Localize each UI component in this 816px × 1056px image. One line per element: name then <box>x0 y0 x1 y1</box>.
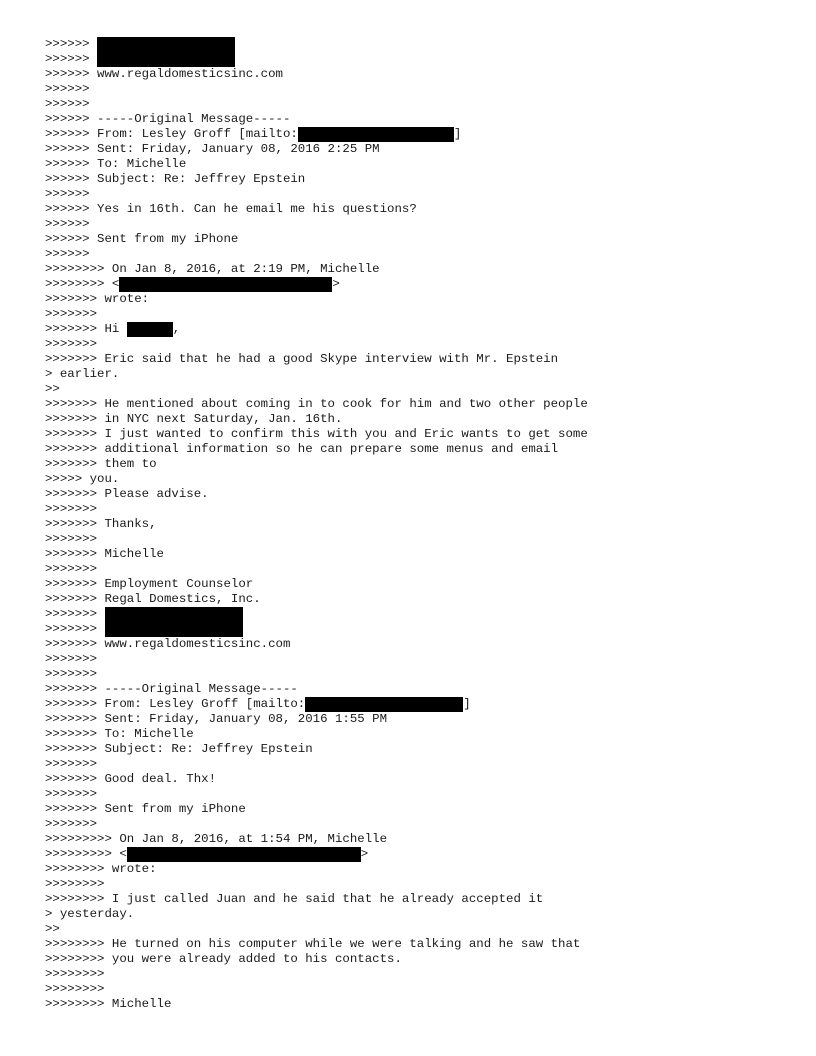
line-text: >>>>>>>> you were already added to his contacts. <box>45 952 402 966</box>
line-text: >>>>>> From: Lesley Groff [mailto: <box>45 127 298 141</box>
line-text: >>>>>> <box>45 37 98 51</box>
text-line <box>45 712 588 727</box>
text-line <box>45 817 588 832</box>
line-text: >>>>>>>> < <box>45 277 120 291</box>
line-text: >>>>>> Subject: Re: Jeffrey Epstein <box>45 172 306 186</box>
text-line <box>45 517 588 532</box>
line-text: >>>>>> Sent from my iPhone <box>45 232 239 246</box>
text-line <box>45 337 588 352</box>
line-text: >>>>>>>> <box>45 982 105 996</box>
redaction-block <box>127 847 361 862</box>
line-text: >>>>>>> additional information so he can prepare some menus and email <box>45 442 559 456</box>
text-line <box>45 82 588 97</box>
text-line <box>45 487 588 502</box>
line-text: >>>>>>> He mentioned about coming in to cook for him and two other people <box>45 397 588 411</box>
line-text: >>>>>> To: Michelle <box>45 157 187 171</box>
line-text: >>>>>>> Hi <box>45 322 127 336</box>
line-text: >>>>>>>> Michelle <box>45 997 172 1011</box>
line-text-suffix: ] <box>463 697 471 711</box>
text-line <box>45 562 588 577</box>
text-line <box>45 652 588 667</box>
line-text: > earlier. <box>45 367 120 381</box>
line-text: >>>>>>> them to <box>45 457 157 471</box>
text-line <box>45 202 588 217</box>
text-line <box>45 877 588 892</box>
redaction-block <box>105 607 243 637</box>
text-line <box>45 307 588 322</box>
redaction-block <box>119 277 332 292</box>
line-text-suffix: ] <box>453 127 462 141</box>
text-line <box>45 37 588 52</box>
line-text: >>>>>>> <box>45 787 98 801</box>
line-text: >>>>>>> <box>45 532 98 546</box>
text-line <box>45 997 588 1012</box>
text-line <box>45 697 588 712</box>
text-line <box>45 262 588 277</box>
text-line <box>45 67 588 82</box>
line-text: >>>>>>> Eric said that he had a good Skype interview with Mr. Epstein <box>45 352 559 366</box>
line-text: >>>>>>> Regal Domestics, Inc. <box>45 592 261 606</box>
text-line <box>45 937 588 952</box>
text-line <box>45 292 588 307</box>
line-text: >>>>>>>> wrote: <box>45 862 157 876</box>
line-text: >>>>>>>>> < <box>45 847 127 861</box>
text-line <box>45 502 588 517</box>
text-line <box>45 172 588 187</box>
text-line <box>45 322 588 337</box>
text-line <box>45 952 588 967</box>
text-line <box>45 142 588 157</box>
text-line <box>45 637 588 652</box>
redaction-block <box>127 322 173 337</box>
line-text: >>>>>>> in NYC next Saturday, Jan. 16th. <box>45 412 343 426</box>
text-line <box>45 592 588 607</box>
line-text: >>>>>>> <box>45 337 98 351</box>
text-line <box>45 727 588 742</box>
line-text-suffix: > <box>332 277 340 291</box>
line-text: >>>>>>>> I just called Juan and he said that he already accepted it <box>45 892 544 906</box>
line-text: >>>>>>> www.regaldomesticsinc.com <box>45 637 291 651</box>
line-text: >>>>>>>> He turned on his computer while we were talking and he saw that <box>45 937 581 951</box>
line-text: >>>>>>>> <box>45 967 105 981</box>
line-text: >>>>>>> To: Michelle <box>45 727 194 741</box>
line-text: >>>>> you. <box>45 472 120 486</box>
text-line <box>45 472 588 487</box>
line-text: >>>>>>> wrote: <box>45 292 150 306</box>
line-text: >>>>>>> Sent: Friday, January 08, 2016 1:55 PM <box>45 712 388 726</box>
line-text: >>>>>> <box>45 97 90 111</box>
text-line <box>45 232 588 247</box>
text-line <box>45 682 588 697</box>
line-text: >>>>>>>> On Jan 8, 2016, at 2:19 PM, Michelle <box>45 262 380 276</box>
text-line <box>45 907 588 922</box>
line-text: >>>>>>> -----Original Message----- <box>45 682 298 696</box>
line-text: >>>>>>> <box>45 667 98 681</box>
text-line <box>45 862 588 877</box>
line-text: >>>>>> <box>45 247 90 261</box>
line-text: >>>>>> -----Original Message----- <box>45 112 291 126</box>
line-text: >>>>>>> <box>45 607 105 621</box>
line-text: >>>>>> www.regaldomesticsinc.com <box>45 67 283 81</box>
line-text: >>>>>>>> <box>45 877 105 891</box>
line-text: >>>>>> <box>45 52 90 66</box>
text-line <box>45 187 588 202</box>
line-text: >>>>>>> <box>45 757 98 771</box>
text-line <box>45 607 588 622</box>
text-line <box>45 982 588 997</box>
line-text: >> <box>45 382 60 396</box>
line-text: >>>>>>> Employment Counselor <box>45 577 254 591</box>
line-text: > yesterday. <box>45 907 135 921</box>
text-line <box>45 97 588 112</box>
line-text: >> <box>45 922 60 936</box>
line-text: >>>>>>> <box>45 652 98 666</box>
line-text: >>>>>>>>> On Jan 8, 2016, at 1:54 PM, Michelle <box>45 832 388 846</box>
line-text: >>>>>>> Please advise. <box>45 487 209 501</box>
text-line <box>45 547 588 562</box>
line-text: >>>>>> <box>45 82 90 96</box>
text-line <box>45 157 588 172</box>
text-line <box>45 757 588 772</box>
line-text-suffix: > <box>360 847 369 861</box>
text-line <box>45 532 588 547</box>
line-text: >>>>>> <box>45 217 90 231</box>
line-text: >>>>>>> <box>45 307 98 321</box>
line-text: >>>>>>> Sent from my iPhone <box>45 802 246 816</box>
line-text: >>>>>>> From: Lesley Groff [mailto: <box>45 697 306 711</box>
line-text: >>>>>>> <box>45 502 98 516</box>
line-text: >>>>>>> <box>45 622 98 636</box>
text-line <box>45 352 588 367</box>
text-line <box>45 397 588 412</box>
text-line <box>45 457 588 472</box>
text-line <box>45 847 588 862</box>
line-text: >>>>>>> <box>45 562 98 576</box>
text-line <box>45 277 588 292</box>
line-text: >>>>>> Sent: Friday, January 08, 2016 2:25 PM <box>45 142 380 156</box>
line-text: >>>>>>> Michelle <box>45 547 164 561</box>
line-text: >>>>>> Yes in 16th. Can he email me his questions? <box>45 202 417 216</box>
redaction-block <box>305 697 463 712</box>
text-line <box>45 112 588 127</box>
text-line <box>45 442 588 457</box>
text-line <box>45 922 588 937</box>
text-line <box>45 742 588 757</box>
text-line <box>45 832 588 847</box>
text-line <box>45 802 588 817</box>
text-line <box>45 127 588 142</box>
line-text: >>>>>>> Thanks, <box>45 517 157 531</box>
text-line <box>45 787 588 802</box>
line-text: >>>>>> <box>45 187 90 201</box>
redaction-block <box>298 127 454 142</box>
text-line <box>45 247 588 262</box>
redaction-block <box>97 37 235 67</box>
text-line <box>45 367 588 382</box>
line-text-suffix: , <box>172 322 181 336</box>
text-line <box>45 772 588 787</box>
text-line <box>45 382 588 397</box>
text-line <box>45 892 588 907</box>
text-line <box>45 412 588 427</box>
email-thread-body <box>45 37 588 1012</box>
text-line <box>45 967 588 982</box>
text-line <box>45 427 588 442</box>
line-text: >>>>>>> <box>45 817 98 831</box>
text-line <box>45 667 588 682</box>
text-line <box>45 217 588 232</box>
line-text: >>>>>>> Good deal. Thx! <box>45 772 217 786</box>
line-text: >>>>>>> Subject: Re: Jeffrey Epstein <box>45 742 313 756</box>
text-line <box>45 577 588 592</box>
line-text: >>>>>>> I just wanted to confirm this with you and Eric wants to get some <box>45 427 588 441</box>
